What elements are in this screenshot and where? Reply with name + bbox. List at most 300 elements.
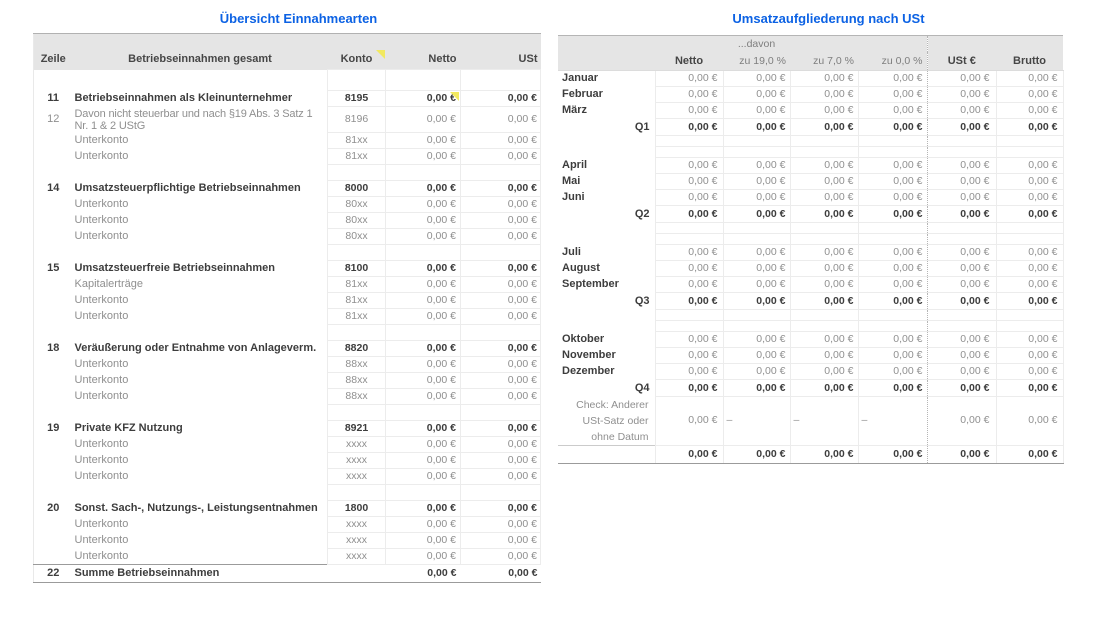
cell-zu-0[interactable]: 0,00 € xyxy=(858,332,927,348)
cell-netto[interactable] xyxy=(655,147,723,158)
cell-netto[interactable]: 0,00 € xyxy=(386,501,461,517)
cell-ust[interactable]: 0,00 € xyxy=(461,213,541,229)
cell-ust[interactable]: 0,00 € xyxy=(927,261,996,277)
cell-zu-19[interactable]: 0,00 € xyxy=(723,364,790,380)
cell-brutto[interactable] xyxy=(996,234,1063,245)
cell-zu-0[interactable]: 0,00 € xyxy=(858,158,927,174)
cell-description[interactable]: Summe Betriebseinnahmen xyxy=(73,565,328,583)
column-header-month[interactable] xyxy=(558,52,655,71)
cell-month-label[interactable]: September xyxy=(562,278,619,290)
cell-ust[interactable] xyxy=(461,325,541,341)
cell-description[interactable]: Unterkonto xyxy=(74,294,129,306)
cell-netto[interactable]: 0,00 € xyxy=(386,357,461,373)
cell-netto[interactable]: 0,00 € xyxy=(655,206,723,223)
cell-zu-19[interactable] xyxy=(723,321,790,332)
cell-zu-0[interactable]: 0,00 € xyxy=(858,119,927,136)
cell-ust[interactable]: 0,00 € xyxy=(461,277,541,293)
cell-netto[interactable] xyxy=(386,325,461,341)
cell-netto[interactable]: 0,00 € xyxy=(655,261,723,277)
column-header-netto[interactable]: Netto xyxy=(655,52,723,71)
cell-brutto[interactable] xyxy=(996,136,1063,147)
cell-ust[interactable]: 0,00 € xyxy=(927,190,996,206)
header-cell[interactable] xyxy=(328,34,386,50)
cell-zu-19[interactable]: 0,00 € xyxy=(723,348,790,364)
cell-zu-19[interactable]: 0,00 € xyxy=(723,206,790,223)
cell-month-label[interactable] xyxy=(558,321,655,332)
cell-zu-0[interactable]: 0,00 € xyxy=(858,245,927,261)
cell-konto[interactable]: xxxx xyxy=(328,469,386,485)
cell-brutto[interactable]: 0,00 € xyxy=(996,380,1063,397)
cell-zu-7[interactable]: 0,00 € xyxy=(790,119,858,136)
cell-zeile[interactable] xyxy=(34,325,73,341)
cell-month-label[interactable]: März xyxy=(562,104,588,116)
header-davon[interactable]: ...davon xyxy=(723,36,790,53)
cell-zu-19[interactable]: 0,00 € xyxy=(723,174,790,190)
cell-zu-7[interactable]: 0,00 € xyxy=(790,445,858,463)
cell-ust[interactable]: 0,00 € xyxy=(461,501,541,517)
cell-konto[interactable]: 8196 xyxy=(328,107,386,133)
cell-month-label[interactable] xyxy=(558,136,655,147)
cell-zeile[interactable] xyxy=(34,197,73,213)
cell-konto[interactable]: 88xx xyxy=(328,357,386,373)
column-header-brutto[interactable]: Brutto xyxy=(996,52,1063,71)
cell-description[interactable] xyxy=(73,165,328,181)
cell-zu-7[interactable] xyxy=(790,321,858,332)
cell-zu-7[interactable]: 0,00 € xyxy=(790,293,858,310)
cell-zu-7[interactable]: 0,00 € xyxy=(790,206,858,223)
cell-zu-0[interactable]: 0,00 € xyxy=(858,261,927,277)
cell-konto[interactable]: 1800 xyxy=(328,501,386,517)
cell-brutto[interactable] xyxy=(996,223,1063,234)
cell-brutto[interactable]: 0,00 € xyxy=(996,397,1063,446)
cell-zu-7[interactable]: 0,00 € xyxy=(790,71,858,87)
cell-konto[interactable]: xxxx xyxy=(328,437,386,453)
cell-brutto[interactable]: 0,00 € xyxy=(996,364,1063,380)
cell-netto[interactable]: 0,00 € xyxy=(386,91,461,107)
cell-netto[interactable] xyxy=(386,165,461,181)
cell-description[interactable]: Betriebseinnahmen als Kleinunternehmer xyxy=(74,92,293,104)
cell-brutto[interactable]: 0,00 € xyxy=(996,87,1063,103)
cell-netto[interactable]: 0,00 € xyxy=(655,364,723,380)
column-header-betriebseinnahmen[interactable]: Betriebseinnahmen gesamt xyxy=(73,49,328,70)
cell-zu-7[interactable]: 0,00 € xyxy=(790,174,858,190)
cell-ust[interactable] xyxy=(927,234,996,245)
column-header-netto[interactable]: Netto xyxy=(386,49,461,70)
cell-konto[interactable]: 81xx xyxy=(328,309,386,325)
cell-brutto[interactable]: 0,00 € xyxy=(996,190,1063,206)
cell-zeile[interactable]: 15 xyxy=(47,262,60,274)
cell-konto[interactable] xyxy=(328,565,386,583)
cell-description[interactable]: Unterkonto xyxy=(74,438,129,450)
cell-month-label[interactable] xyxy=(558,223,655,234)
column-header-konto[interactable] xyxy=(328,49,386,70)
cell-konto[interactable]: 8100 xyxy=(328,261,386,277)
cell-ust[interactable] xyxy=(461,165,541,181)
cell-konto[interactable]: 81xx xyxy=(328,149,386,165)
cell-netto[interactable]: 0,00 € xyxy=(386,229,461,245)
cell-netto[interactable]: 0,00 € xyxy=(386,421,461,437)
cell-netto[interactable] xyxy=(655,223,723,234)
cell-konto[interactable] xyxy=(328,485,386,501)
cell-month-label[interactable]: Juni xyxy=(562,191,585,203)
cell-zu-19[interactable]: 0,00 € xyxy=(723,261,790,277)
cell-description[interactable] xyxy=(73,325,328,341)
column-header-ust[interactable]: USt € xyxy=(927,52,996,71)
cell-month-label[interactable] xyxy=(558,147,655,158)
cell-konto[interactable]: xxxx xyxy=(328,453,386,469)
cell-zu-0[interactable]: 0,00 € xyxy=(858,293,927,310)
cell-ust[interactable]: 0,00 € xyxy=(461,373,541,389)
cell-zu-7[interactable]: 0,00 € xyxy=(790,87,858,103)
cell-zeile[interactable] xyxy=(34,373,73,389)
cell-netto[interactable]: 0,00 € xyxy=(386,309,461,325)
cell-description[interactable]: Unterkonto xyxy=(74,358,129,370)
cell-konto[interactable]: xxxx xyxy=(328,517,386,533)
cell-description[interactable]: Kapitalerträge xyxy=(74,278,143,290)
cell-netto[interactable]: 0,00 € xyxy=(386,373,461,389)
header-cell[interactable] xyxy=(461,34,541,50)
cell-month-label[interactable]: Check: Anderer USt-Satz oder ohne Datum xyxy=(576,398,649,443)
cell-zu-7[interactable] xyxy=(790,310,858,321)
header-cell[interactable] xyxy=(558,36,655,53)
cell-ust[interactable]: 0,00 € xyxy=(461,181,541,197)
comment-marker-icon[interactable] xyxy=(450,92,459,101)
cell-description[interactable] xyxy=(73,245,328,261)
cell-zu-7[interactable]: 0,00 € xyxy=(790,380,858,397)
cell-zu-0[interactable]: 0,00 € xyxy=(858,103,927,119)
cell-zu-19[interactable] xyxy=(723,234,790,245)
cell-ust[interactable]: 0,00 € xyxy=(461,469,541,485)
cell-zu-19[interactable]: 0,00 € xyxy=(723,277,790,293)
cell-brutto[interactable]: 0,00 € xyxy=(996,245,1063,261)
cell-ust[interactable]: 0,00 € xyxy=(927,103,996,119)
cell-netto[interactable]: 0,00 € xyxy=(655,445,723,463)
cell-ust[interactable]: 0,00 € xyxy=(461,549,541,565)
header-cell[interactable] xyxy=(790,36,858,53)
cell-netto[interactable]: 0,00 € xyxy=(655,119,723,136)
cell-description[interactable]: Unterkonto xyxy=(74,534,129,546)
cell-netto[interactable] xyxy=(655,234,723,245)
cell-brutto[interactable]: 0,00 € xyxy=(996,71,1063,87)
cell-zu-19[interactable]: 0,00 € xyxy=(723,103,790,119)
cell-konto[interactable]: 8195 xyxy=(328,91,386,107)
cell-description[interactable] xyxy=(73,485,328,501)
cell-konto[interactable] xyxy=(328,70,386,91)
cell-ust[interactable] xyxy=(927,321,996,332)
cell-konto[interactable]: 8000 xyxy=(328,181,386,197)
cell-description[interactable] xyxy=(73,405,328,421)
cell-zeile[interactable] xyxy=(34,277,73,293)
column-header-zu0[interactable]: zu 0,0 % xyxy=(858,52,927,71)
cell-description[interactable]: Unterkonto xyxy=(74,549,129,562)
cell-zu-7[interactable]: 0,00 € xyxy=(790,103,858,119)
cell-ust[interactable]: 0,00 € xyxy=(927,293,996,310)
cell-zeile[interactable]: 20 xyxy=(47,502,60,514)
cell-month-label[interactable]: Oktober xyxy=(562,333,605,345)
cell-netto[interactable]: 0,00 € xyxy=(386,437,461,453)
cell-quarter-label[interactable]: Q2 xyxy=(634,207,650,220)
cell-zeile[interactable] xyxy=(34,213,73,229)
cell-ust[interactable]: 0,00 € xyxy=(461,229,541,245)
cell-brutto[interactable]: 0,00 € xyxy=(996,445,1063,463)
cell-ust[interactable]: 0,00 € xyxy=(461,149,541,165)
cell-zu-0[interactable]: 0,00 € xyxy=(858,87,927,103)
cell-zu-0[interactable]: 0,00 € xyxy=(858,364,927,380)
cell-netto[interactable] xyxy=(386,245,461,261)
cell-brutto[interactable]: 0,00 € xyxy=(996,158,1063,174)
cell-ust[interactable] xyxy=(927,147,996,158)
cell-ust[interactable]: 0,00 € xyxy=(461,453,541,469)
cell-netto[interactable] xyxy=(655,310,723,321)
cell-ust[interactable]: 0,00 € xyxy=(927,445,996,463)
cell-netto[interactable]: 0,00 € xyxy=(655,190,723,206)
cell-zeile[interactable] xyxy=(34,309,73,325)
cell-zu-19[interactable] xyxy=(723,223,790,234)
cell-zu-0[interactable]: 0,00 € xyxy=(858,445,927,463)
cell-zu-0[interactable] xyxy=(858,136,927,147)
cell-zeile[interactable]: 22 xyxy=(34,565,73,583)
cell-brutto[interactable] xyxy=(996,321,1063,332)
cell-ust[interactable]: 0,00 € xyxy=(461,341,541,357)
cell-month-label[interactable]: Januar xyxy=(562,72,599,85)
cell-zu-7[interactable]: 0,00 € xyxy=(790,245,858,261)
cell-netto[interactable]: 0,00 € xyxy=(655,71,723,87)
cell-brutto[interactable]: 0,00 € xyxy=(996,103,1063,119)
cell-konto[interactable]: 80xx xyxy=(328,213,386,229)
cell-konto[interactable]: 81xx xyxy=(328,293,386,309)
cell-month-label[interactable] xyxy=(558,234,655,245)
cell-zeile[interactable] xyxy=(34,389,73,405)
column-header-ust[interactable]: USt xyxy=(461,49,541,70)
cell-ust[interactable] xyxy=(461,405,541,421)
cell-netto[interactable]: 0,00 € xyxy=(386,277,461,293)
cell-zu-0[interactable]: 0,00 € xyxy=(858,348,927,364)
cell-zeile[interactable] xyxy=(34,469,73,485)
cell-month-label[interactable]: November xyxy=(562,349,616,361)
cell-zu-0[interactable]: 0,00 € xyxy=(858,174,927,190)
cell-zeile[interactable] xyxy=(34,245,73,261)
cell-ust[interactable]: 0,00 € xyxy=(927,348,996,364)
cell-brutto[interactable] xyxy=(996,310,1063,321)
cell-ust[interactable]: 0,00 € xyxy=(927,206,996,223)
cell-zeile[interactable] xyxy=(34,485,73,501)
cell-zu-7[interactable]: 0,00 € xyxy=(790,190,858,206)
cell-ust[interactable] xyxy=(461,485,541,501)
header-cell[interactable] xyxy=(34,34,73,50)
cell-netto[interactable] xyxy=(386,485,461,501)
cell-description[interactable]: Umsatzsteuerpflichtige Betriebseinnahmen xyxy=(74,182,301,194)
cell-netto[interactable]: 0,00 € xyxy=(655,245,723,261)
cell-netto[interactable]: 0,00 € xyxy=(655,332,723,348)
cell-netto[interactable]: 0,00 € xyxy=(655,397,723,446)
cell-zu-19[interactable] xyxy=(723,310,790,321)
cell-ust[interactable] xyxy=(927,310,996,321)
cell-netto[interactable]: 0,00 € xyxy=(386,133,461,149)
cell-ust[interactable]: 0,00 € xyxy=(927,245,996,261)
cell-ust[interactable]: 0,00 € xyxy=(461,437,541,453)
header-cell[interactable] xyxy=(858,36,927,53)
header-cell[interactable] xyxy=(386,34,461,50)
cell-konto[interactable]: xxxx xyxy=(328,533,386,549)
cell-netto[interactable] xyxy=(655,136,723,147)
cell-brutto[interactable]: 0,00 € xyxy=(996,206,1063,223)
cell-zeile[interactable] xyxy=(34,453,73,469)
cell-zu-7[interactable]: 0,00 € xyxy=(790,348,858,364)
cell-month-label[interactable]: Februar xyxy=(562,88,603,100)
cell-netto[interactable]: 0,00 € xyxy=(386,181,461,197)
cell-zu-19[interactable] xyxy=(723,147,790,158)
cell-description[interactable]: Private KFZ Nutzung xyxy=(74,422,183,434)
cell-ust[interactable]: 0,00 € xyxy=(927,174,996,190)
cell-ust[interactable]: 0,00 € xyxy=(927,397,996,446)
cell-netto[interactable]: 0,00 € xyxy=(655,277,723,293)
cell-konto[interactable]: 81xx xyxy=(328,133,386,149)
cell-zu-19[interactable]: 0,00 € xyxy=(723,87,790,103)
cell-description[interactable]: Unterkonto xyxy=(74,198,129,210)
column-header-zeile[interactable]: Zeile xyxy=(34,49,73,70)
cell-zu-7[interactable]: 0,00 € xyxy=(790,364,858,380)
cell-netto[interactable]: 0,00 € xyxy=(655,174,723,190)
cell-zu-0[interactable] xyxy=(858,223,927,234)
cell-netto[interactable]: 0,00 € xyxy=(386,197,461,213)
cell-zeile[interactable] xyxy=(34,357,73,373)
cell-zu-7[interactable]: 0,00 € xyxy=(790,332,858,348)
cell-description[interactable]: Umsatzsteuerfreie Betriebseinnahmen xyxy=(74,262,276,274)
cell-netto[interactable]: 0,00 € xyxy=(386,565,461,583)
cell-zu-19[interactable]: 0,00 € xyxy=(723,245,790,261)
cell-zeile[interactable]: 19 xyxy=(47,422,60,434)
cell-zu-0[interactable]: 0,00 € xyxy=(858,190,927,206)
cell-description[interactable]: Unterkonto xyxy=(74,214,129,226)
cell-ust[interactable]: 0,00 € xyxy=(927,364,996,380)
cell-zeile[interactable] xyxy=(34,549,73,565)
cell-zeile[interactable] xyxy=(34,293,73,309)
cell-zu-19[interactable]: 0,00 € xyxy=(723,119,790,136)
cell-konto[interactable] xyxy=(328,325,386,341)
cell-konto[interactable] xyxy=(328,245,386,261)
column-header-zu7[interactable]: zu 7,0 % xyxy=(790,52,858,71)
cell-netto[interactable]: 0,00 € xyxy=(386,533,461,549)
cell-netto[interactable] xyxy=(386,405,461,421)
cell-month-label[interactable]: Mai xyxy=(562,175,581,187)
cell-description[interactable]: Unterkonto xyxy=(74,134,129,146)
cell-description[interactable]: Unterkonto xyxy=(74,150,129,162)
cell-brutto[interactable]: 0,00 € xyxy=(996,261,1063,277)
cell-netto[interactable]: 0,00 € xyxy=(655,380,723,397)
cell-description[interactable]: Davon nicht steuerbar und nach §19 Abs. 3 Satz 1 Nr. 1 & 2 UStG xyxy=(74,107,313,132)
cell-month-label[interactable] xyxy=(558,445,655,463)
cell-brutto[interactable]: 0,00 € xyxy=(996,277,1063,293)
cell-ust[interactable]: 0,00 € xyxy=(927,119,996,136)
cell-netto[interactable]: 0,00 € xyxy=(386,453,461,469)
cell-zu-19[interactable]: 0,00 € xyxy=(723,190,790,206)
cell-ust[interactable]: 0,00 € xyxy=(461,91,541,107)
cell-month-label[interactable] xyxy=(558,310,655,321)
cell-description[interactable] xyxy=(73,70,328,91)
cell-ust[interactable]: 0,00 € xyxy=(461,421,541,437)
cell-zu-0[interactable] xyxy=(858,321,927,332)
cell-ust[interactable] xyxy=(461,70,541,91)
cell-zeile[interactable] xyxy=(34,405,73,421)
cell-description[interactable]: Unterkonto xyxy=(74,518,129,530)
cell-zu-0[interactable]: – xyxy=(858,397,927,446)
cell-ust[interactable]: 0,00 € xyxy=(927,87,996,103)
cell-konto[interactable]: xxxx xyxy=(328,549,386,565)
cell-zu-0[interactable] xyxy=(858,310,927,321)
cell-netto[interactable]: 0,00 € xyxy=(386,107,461,133)
cell-ust[interactable]: 0,00 € xyxy=(461,533,541,549)
cell-month-label[interactable]: Juli xyxy=(562,246,581,258)
cell-zu-19[interactable]: 0,00 € xyxy=(723,293,790,310)
cell-description[interactable]: Veräußerung oder Entnahme von Anlageverm. xyxy=(74,342,317,354)
cell-zeile[interactable] xyxy=(34,70,73,91)
cell-brutto[interactable]: 0,00 € xyxy=(996,119,1063,136)
cell-quarter-label[interactable]: Q4 xyxy=(634,381,650,394)
cell-netto[interactable]: 0,00 € xyxy=(386,341,461,357)
cell-konto[interactable] xyxy=(328,405,386,421)
cell-ust[interactable]: 0,00 € xyxy=(461,389,541,405)
cell-netto[interactable]: 0,00 € xyxy=(386,293,461,309)
cell-netto[interactable]: 0,00 € xyxy=(386,213,461,229)
cell-zu-0[interactable]: 0,00 € xyxy=(858,277,927,293)
cell-konto[interactable]: 8820 xyxy=(328,341,386,357)
cell-konto[interactable]: 88xx xyxy=(328,389,386,405)
cell-ust[interactable]: 0,00 € xyxy=(927,332,996,348)
cell-zeile[interactable] xyxy=(34,133,73,149)
cell-konto[interactable]: 8921 xyxy=(328,421,386,437)
cell-netto[interactable] xyxy=(655,321,723,332)
cell-zu-19[interactable] xyxy=(723,136,790,147)
cell-zu-7[interactable] xyxy=(790,234,858,245)
cell-month-label[interactable]: Dezember xyxy=(562,365,615,377)
cell-netto[interactable]: 0,00 € xyxy=(655,293,723,310)
comment-marker-icon[interactable] xyxy=(376,50,385,59)
cell-netto[interactable]: 0,00 € xyxy=(655,348,723,364)
cell-ust[interactable]: 0,00 € xyxy=(461,517,541,533)
cell-netto[interactable]: 0,00 € xyxy=(386,549,461,565)
cell-description[interactable]: Unterkonto xyxy=(74,470,129,482)
cell-ust[interactable] xyxy=(927,223,996,234)
cell-ust[interactable]: 0,00 € xyxy=(461,309,541,325)
cell-netto[interactable]: 0,00 € xyxy=(386,149,461,165)
cell-netto[interactable]: 0,00 € xyxy=(655,158,723,174)
cell-ust[interactable]: 0,00 € xyxy=(927,380,996,397)
cell-netto[interactable]: 0,00 € xyxy=(386,261,461,277)
cell-description[interactable]: Sonst. Sach-, Nutzungs-, Leistungsentnahmen xyxy=(74,502,318,514)
cell-brutto[interactable]: 0,00 € xyxy=(996,332,1063,348)
cell-ust[interactable]: 0,00 € xyxy=(927,158,996,174)
cell-month-label[interactable]: April xyxy=(562,159,588,171)
cell-zu-0[interactable]: 0,00 € xyxy=(858,206,927,223)
cell-zeile[interactable]: 11 xyxy=(47,92,60,104)
cell-zu-7[interactable]: – xyxy=(790,397,858,446)
cell-zu-7[interactable] xyxy=(790,136,858,147)
cell-zeile[interactable] xyxy=(34,437,73,453)
cell-zu-19[interactable]: 0,00 € xyxy=(723,158,790,174)
cell-zeile[interactable]: 12 xyxy=(47,113,60,125)
cell-zu-0[interactable] xyxy=(858,147,927,158)
cell-ust[interactable]: 0,00 € xyxy=(461,357,541,373)
cell-ust[interactable]: 0,00 € xyxy=(461,293,541,309)
cell-brutto[interactable]: 0,00 € xyxy=(996,174,1063,190)
header-cell[interactable] xyxy=(927,36,996,53)
cell-zeile[interactable]: 18 xyxy=(47,342,60,354)
cell-netto[interactable]: 0,00 € xyxy=(386,517,461,533)
cell-zu-0[interactable]: 0,00 € xyxy=(858,71,927,87)
cell-ust[interactable]: 0,00 € xyxy=(927,277,996,293)
cell-ust[interactable]: 0,00 € xyxy=(461,107,541,133)
cell-konto[interactable]: 80xx xyxy=(328,229,386,245)
